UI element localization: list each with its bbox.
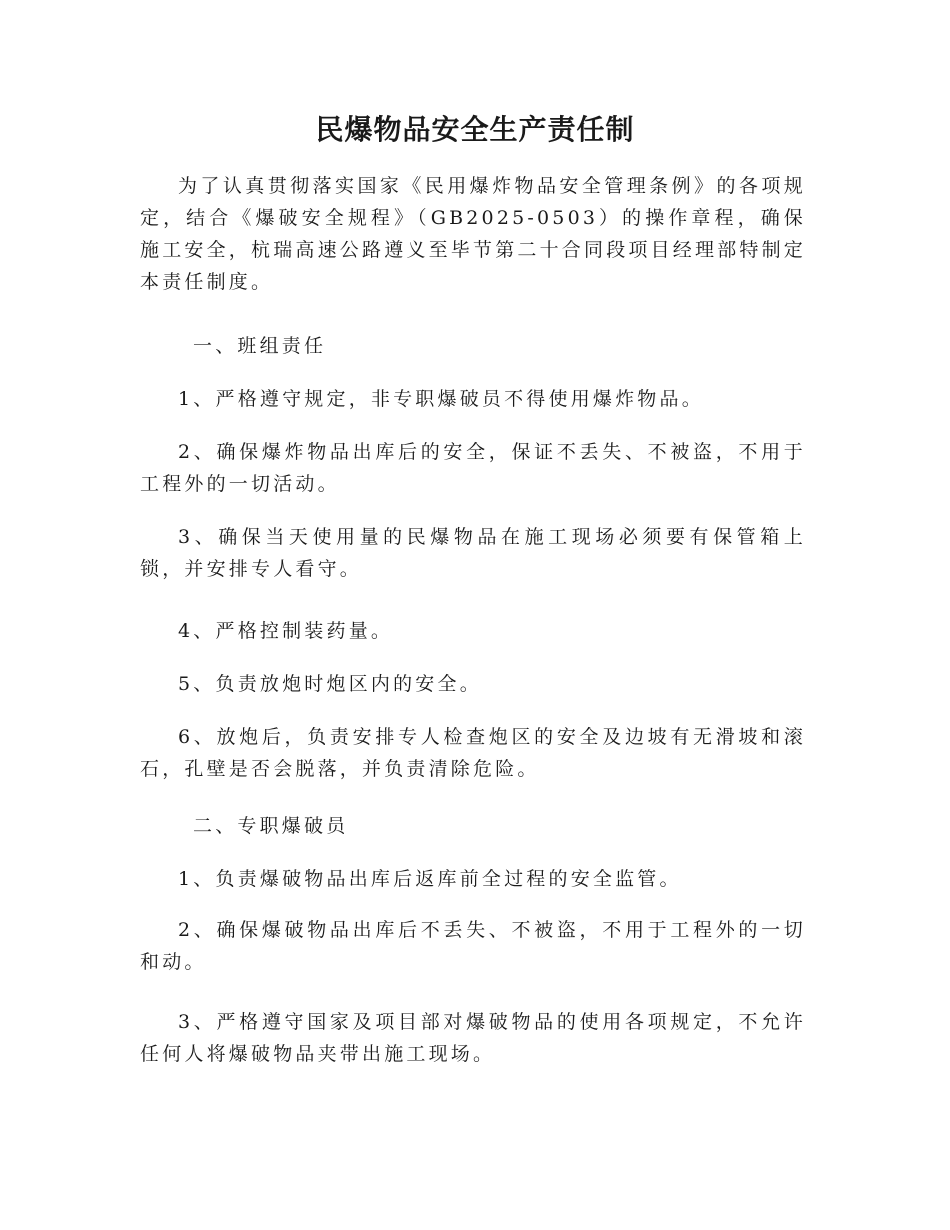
- team-item-2: 2、确保爆炸物品出库后的安全，保证不丢失、不被盗，不用于工程外的一切活动。: [140, 441, 806, 495]
- intro-paragraph: 为了认真贯彻落实国家《民用爆炸物品安全管理条例》的各项规定，结合《爆破安全规程》（GB2025-0503）的操作章程，确保施工安全，杭瑞高速公路遵义至毕节第二十合同段项目经理部特制定本责任制度。: [140, 175, 807, 293]
- team-item-3: 3、确保当天使用量的民爆物品在施工现场必须要有保管箱上锁，并安排专人看守。: [140, 526, 806, 580]
- blaster-item-2: 2、确保爆破物品出库后不丢失、不被盗，不用于工程外的一切和动。: [140, 919, 806, 973]
- team-item-1: 1、严格遵守规定，非专职爆破员不得使用爆炸物品。: [178, 388, 704, 410]
- document-title: 民爆物品安全生产责任制: [315, 113, 635, 146]
- blaster-item-3: 3、严格遵守国家及项目部对爆破物品的使用各项规定，不允许任何人将爆破物品夹带出施工现场。: [140, 1011, 806, 1065]
- team-item-4: 4、严格控制装药量。: [178, 620, 394, 642]
- section-heading-blaster: 二、专职爆破员: [193, 815, 349, 837]
- team-item-5: 5、负责放炮时炮区内的安全。: [178, 673, 482, 695]
- blaster-item-1: 1、负责爆破物品出库后返库前全过程的安全监管。: [178, 868, 682, 890]
- team-item-6: 6、放炮后，负责安排专人检查炮区的安全及边坡有无滑坡和滚石，孔壁是否会脱落，并负责清除危险。: [140, 726, 806, 780]
- section-heading-team: 一、班组责任: [193, 335, 327, 357]
